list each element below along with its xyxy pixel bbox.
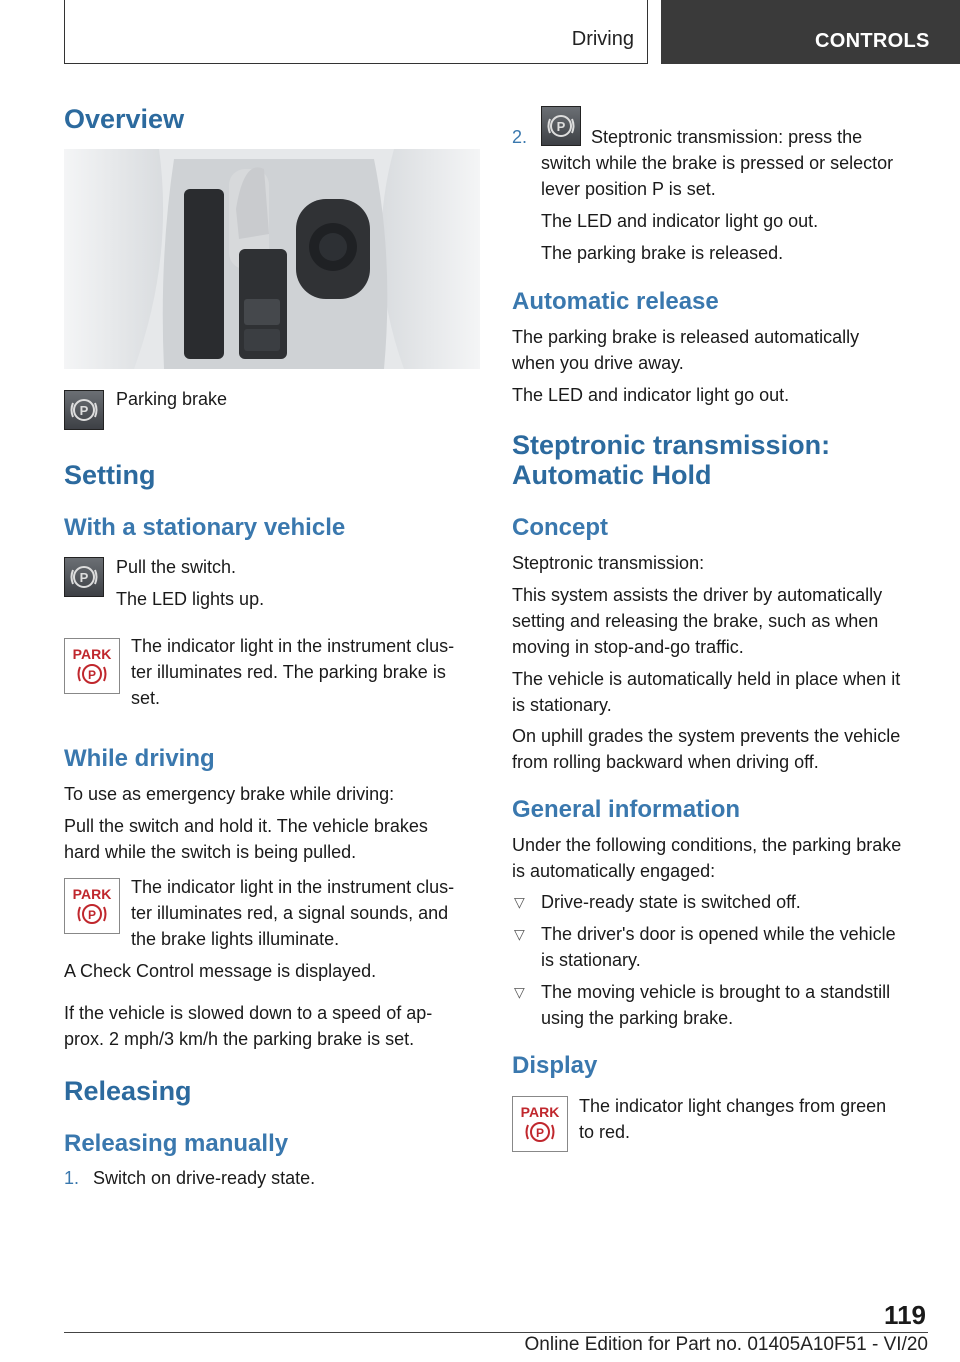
step-2-text-4: The LED and indicator light go out. xyxy=(541,211,819,231)
concept-text-2c: moving in stop-and-go traffic. xyxy=(512,637,744,657)
heading-steptronic-1: Steptronic transmission: xyxy=(512,430,831,460)
driving-text-2a: Pull the switch and hold it. The vehicle brakes xyxy=(64,816,428,836)
footer-edition-text: Online Edition for Part no. 01405A10F51 - VI/20 xyxy=(524,1334,928,1355)
p-label: P xyxy=(87,668,97,682)
header-section-label: Driving xyxy=(571,28,634,50)
stationary-indicator-2: ter illuminates red. The parking brake is xyxy=(131,662,446,682)
bullet-2-text-b: is stationary. xyxy=(541,950,641,970)
heading-overview: Overview xyxy=(64,104,185,134)
step-1-number: 1. xyxy=(64,1168,80,1188)
park-indicator-graphic xyxy=(65,879,119,933)
concept-text-4b: from rolling backward when driving off. xyxy=(512,752,819,772)
stationary-text-2: The LED lights up. xyxy=(116,589,265,609)
park-indicator-icon xyxy=(64,638,120,694)
display-text-2: to red. xyxy=(579,1122,631,1142)
heading-general-information: General information xyxy=(512,796,741,823)
heading-concept: Concept xyxy=(512,514,608,541)
heading-automatic-release: Automatic release xyxy=(512,288,719,315)
park-indicator-graphic xyxy=(513,1097,567,1151)
step-2-text-5: The parking brake is released. xyxy=(541,243,784,263)
park-indicator-icon xyxy=(512,1096,568,1152)
driving-text-1: To use as emergency brake while driving: xyxy=(64,784,395,804)
footer-rule-right xyxy=(864,1332,928,1333)
park-indicator-icon xyxy=(64,878,120,934)
heading-releasing: Releasing xyxy=(64,1076,192,1106)
parking-brake-switch-icon xyxy=(64,557,104,597)
page-number: 119 xyxy=(884,1300,926,1330)
bullet-3-text-a: The moving vehicle is brought to a standstill xyxy=(541,982,891,1002)
stationary-text-1: Pull the switch. xyxy=(116,557,237,577)
console-illustration xyxy=(64,149,480,369)
step-2-text-3: lever position P is set. xyxy=(541,179,716,199)
bullet-2-text-a: The driver's door is opened while the vehicle xyxy=(541,924,896,944)
driving-text-2b: hard while the switch is being pulled. xyxy=(64,842,357,862)
display-text-1: The indicator light changes from green xyxy=(579,1096,887,1116)
step-2-number: 2. xyxy=(512,127,528,147)
general-text-1b: is automatically engaged: xyxy=(512,861,716,881)
auto-release-text-1b: when you drive away. xyxy=(512,353,684,373)
park-label: PARK xyxy=(520,1104,560,1120)
driving-text-4b: prox. 2 mph/3 km/h the parking brake is set. xyxy=(64,1029,415,1049)
p-label: P xyxy=(535,1126,545,1140)
heading-releasing-manually: Releasing manually xyxy=(64,1130,289,1157)
footer-rule xyxy=(64,1332,864,1333)
parking-brake-console-photo xyxy=(64,149,480,369)
driving-indicator-1: The indicator light in the instrument clus‐ xyxy=(131,877,455,897)
park-indicator-graphic xyxy=(65,639,119,693)
stationary-indicator-3: set. xyxy=(131,688,161,708)
bullet-triangle-icon: ▽ xyxy=(514,926,525,942)
svg-text:P: P xyxy=(79,403,89,418)
p-circle-icon xyxy=(546,111,576,141)
heading-while-driving: While driving xyxy=(64,745,215,772)
concept-text-2a: This system assists the driver by automatically xyxy=(512,585,883,605)
concept-text-4a: On uphill grades the system prevents the vehicle xyxy=(512,726,901,746)
driving-text-3: A Check Control message is displayed. xyxy=(64,961,377,981)
heading-steptronic-2: Automatic Hold xyxy=(512,460,712,490)
svg-text:P: P xyxy=(79,570,89,585)
driving-text-4a: If the vehicle is slowed down to a speed of ap‐ xyxy=(64,1003,433,1023)
concept-text-2b: setting and releasing the brake, such as when xyxy=(512,611,879,631)
bullet-triangle-icon: ▽ xyxy=(514,894,525,910)
bullet-3-text-b: using the parking brake. xyxy=(541,1008,734,1028)
concept-text-3b: is stationary. xyxy=(512,695,612,715)
general-text-1a: Under the following conditions, the parking brake xyxy=(512,835,902,855)
auto-release-text-1a: The parking brake is released automatically xyxy=(512,327,860,347)
park-label: PARK xyxy=(72,646,112,662)
heading-setting: Setting xyxy=(64,460,156,490)
header-frame xyxy=(64,0,648,64)
p-label: P xyxy=(87,908,97,922)
driving-indicator-3: the brake lights illuminate. xyxy=(131,929,340,949)
parking-brake-switch-icon xyxy=(541,106,581,146)
svg-text:P: P xyxy=(556,119,566,134)
parking-brake-caption: Parking brake xyxy=(116,389,228,409)
step-2-text-1: Steptronic transmission: press the xyxy=(591,127,863,147)
driving-indicator-2: ter illuminates red, a signal sounds, and xyxy=(131,903,449,923)
stationary-indicator-1: The indicator light in the instrument clus‐ xyxy=(131,636,455,656)
p-circle-icon xyxy=(69,562,99,592)
concept-text-3a: The vehicle is automatically held in place when it xyxy=(512,669,901,689)
bullet-1-text: Drive-ready state is switched off. xyxy=(541,892,801,912)
step-2-text-2: switch while the brake is pressed or selector xyxy=(541,153,894,173)
park-label: PARK xyxy=(72,886,112,902)
parking-brake-switch-icon xyxy=(64,390,104,430)
heading-stationary-vehicle: With a stationary vehicle xyxy=(64,514,346,541)
p-circle-icon xyxy=(69,395,99,425)
header-tab-controls: CONTROLS xyxy=(661,0,960,64)
step-1-text: Switch on drive-ready state. xyxy=(93,1168,316,1188)
bullet-triangle-icon: ▽ xyxy=(514,984,525,1000)
concept-text-1: Steptronic transmission: xyxy=(512,553,705,573)
heading-display: Display xyxy=(512,1052,598,1079)
auto-release-text-2: The LED and indicator light go out. xyxy=(512,385,790,405)
